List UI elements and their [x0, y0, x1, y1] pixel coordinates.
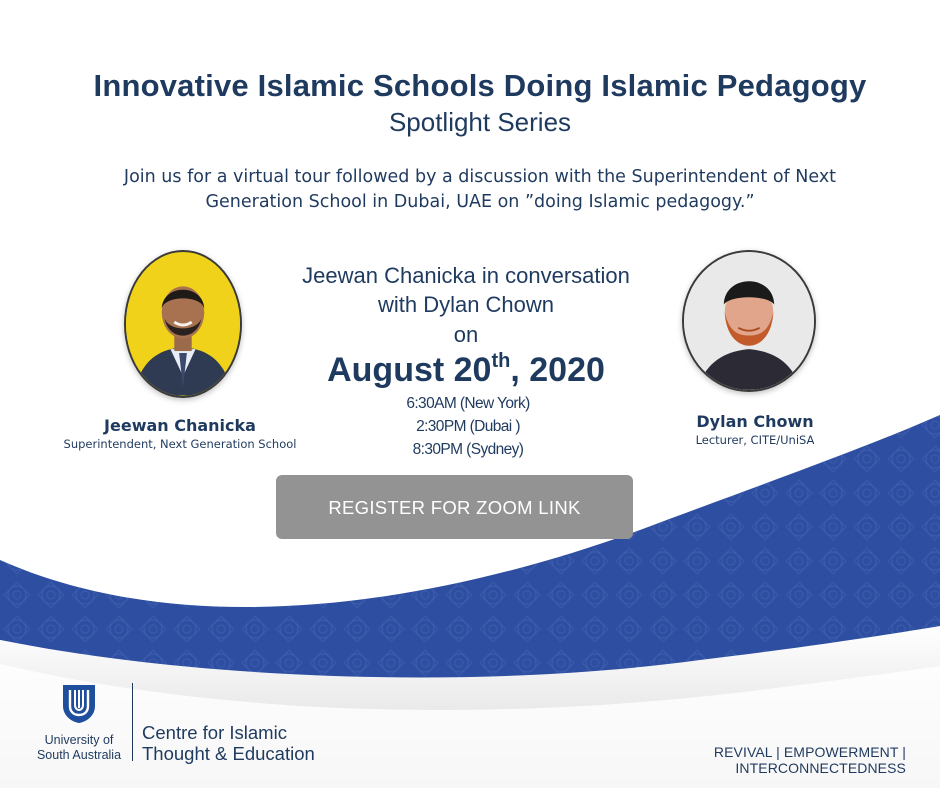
- speaker-left-role: Superintendent, Next Generation School: [63, 437, 297, 451]
- university-name-line-1: University of: [44, 733, 114, 747]
- speaker-left-name: Jeewan Chanicka: [104, 416, 256, 435]
- unisa-shield-icon: [62, 684, 96, 724]
- event-date-day: August 20: [327, 351, 492, 389]
- speaker-right-name: Dylan Chown: [696, 412, 814, 431]
- intro-line-1: Join us for a virtual tour followed by a discussion with the Superintendent of Next: [123, 167, 837, 187]
- university-name-line-2: South Australia: [36, 748, 122, 762]
- event-time-sydney: 8:30PM (Sydney): [412, 441, 524, 458]
- event-time-new-york: 6:30AM (New York): [406, 395, 530, 412]
- speaker-left-photo: [124, 250, 242, 398]
- event-date-suffix: th: [491, 350, 511, 372]
- conversation-on: on: [453, 322, 479, 347]
- footer-tagline: REVIVAL | EMPOWERMENT | INTERCONNECTEDNESS: [713, 744, 906, 776]
- conversation-line-2: with Dylan Chown: [377, 292, 555, 317]
- page-title: Innovative Islamic Schools Doing Islamic Pedagogy: [93, 68, 867, 103]
- register-zoom-button[interactable]: REGISTER FOR ZOOM LINK: [276, 475, 633, 539]
- page-subtitle: Spotlight Series: [388, 107, 572, 137]
- centre-name-line-1: Centre for Islamic: [142, 722, 287, 743]
- conversation-line-1: Jeewan Chanicka in conversation: [302, 263, 630, 288]
- event-date: [266, 350, 666, 390]
- centre-name: [142, 722, 362, 764]
- event-date-year: , 2020: [510, 351, 605, 389]
- speaker-right-photo: [682, 250, 816, 392]
- university-name: [28, 733, 130, 763]
- logo-divider: [132, 683, 133, 761]
- intro-line-2: Generation School in Dubai, UAE on ”doing Islamic pedagogy.”: [205, 192, 755, 212]
- intro-text: [60, 165, 900, 215]
- centre-name-line-2: Thought & Education: [142, 743, 315, 764]
- event-time-dubai: 2:30PM (Dubai ): [416, 418, 520, 435]
- speaker-right-role: Lecturer, CITE/UniSA: [695, 433, 815, 447]
